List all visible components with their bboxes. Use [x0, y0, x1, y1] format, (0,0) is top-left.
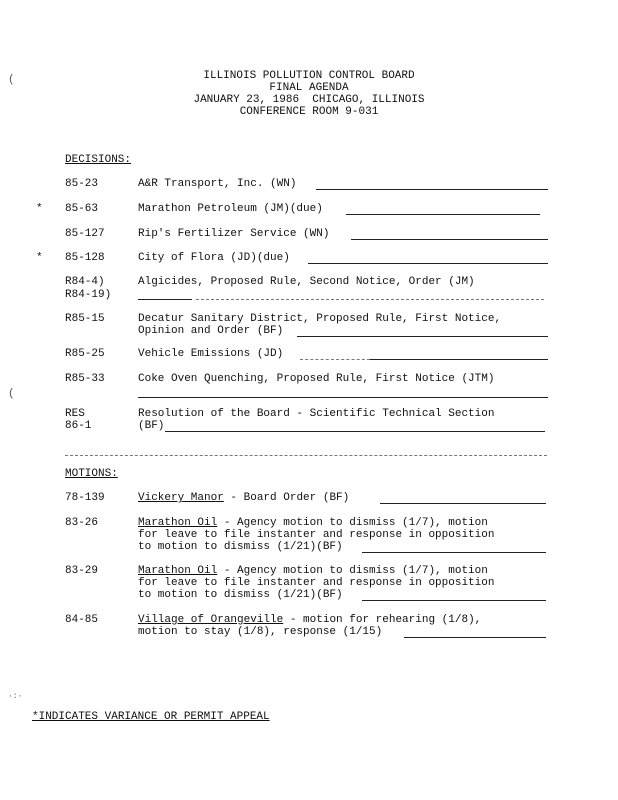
- decision-text: City of Flora (JD)(due): [138, 252, 290, 264]
- decision-text: Vehicle Emissions (JD): [138, 348, 284, 360]
- decision-text: Rip's Fertilizer Service (WN): [138, 228, 330, 240]
- decision-text: Resolution of the Board - Scientific Technical Section: [138, 408, 495, 420]
- signature-line: [380, 503, 546, 504]
- variance-star: *: [36, 203, 43, 215]
- signature-line-faint: [300, 359, 370, 360]
- motion-detail: - Board Order (BF): [223, 492, 350, 504]
- motion-number: 84-85: [65, 614, 99, 626]
- motion-detail: - Agency motion to dismiss (1/7), motion: [217, 517, 488, 529]
- decision-number: 85-63: [65, 203, 99, 215]
- motion-text-2: motion to stay (1/8), response (1/15): [138, 626, 383, 638]
- motion-title: Vickery Manor: [138, 492, 224, 504]
- meeting-date-location: JANUARY 23, 1986 CHICAGO, ILLINOIS: [193, 94, 425, 106]
- agenda-title: FINAL AGENDA: [269, 82, 349, 94]
- signature-line: [165, 431, 545, 432]
- decision-text: Marathon Petroleum (JM)(due): [138, 203, 323, 215]
- scan-margin-mark: ·:·: [8, 692, 23, 701]
- decision-text: A&R Transport, Inc. (WN): [138, 178, 297, 190]
- signature-line-faint: [196, 299, 544, 300]
- signature-line: [308, 263, 548, 264]
- decision-number-2: 86-1: [65, 420, 92, 432]
- decision-number: RES: [65, 408, 85, 420]
- motion-text: [138, 492, 349, 505]
- signature-line: [404, 637, 546, 638]
- signature-line: [351, 239, 548, 240]
- signature-line: [138, 299, 192, 300]
- motion-text-2: for leave to file instanter and response in opposition: [138, 529, 495, 541]
- motion-title: Village of Orangeville: [138, 614, 284, 626]
- motion-text-2: for leave to file instanter and response in opposition: [138, 577, 495, 589]
- decision-text-2: (BF): [138, 420, 165, 432]
- motion-detail: - motion for rehearing (1/8),: [283, 614, 482, 626]
- decision-number: R85-25: [65, 348, 105, 360]
- decision-text: Algicides, Proposed Rule, Second Notice, Order (JM): [138, 276, 475, 288]
- motions-heading: MOTIONS:: [65, 468, 118, 480]
- decision-number: R84-4): [65, 276, 105, 288]
- decision-text-2: Opinion and Order (BF): [138, 325, 284, 337]
- board-title: ILLINOIS POLLUTION CONTROL BOARD: [203, 70, 415, 82]
- decisions-heading: DECISIONS:: [65, 154, 132, 166]
- signature-line: [370, 359, 548, 360]
- decision-text: Decatur Sanitary District, Proposed Rule, First Notice,: [138, 313, 502, 325]
- signature-line: [346, 214, 540, 215]
- decision-number: 85-128: [65, 252, 105, 264]
- decision-text: Coke Oven Quenching, Proposed Rule, First Notice (JTM): [138, 373, 495, 385]
- section-separator: [65, 455, 547, 456]
- decision-number: 85-127: [65, 228, 105, 240]
- scan-margin-mark: (: [8, 388, 15, 400]
- motion-number: 78-139: [65, 492, 105, 504]
- motion-number: 83-29: [65, 565, 99, 577]
- decision-number-2: R84-19): [65, 289, 112, 301]
- scan-margin-mark: (: [8, 74, 15, 86]
- motion-title: Marathon Oil: [138, 565, 218, 577]
- signature-line: [362, 600, 546, 601]
- signature-line: [316, 189, 548, 190]
- signature-line: [138, 397, 548, 398]
- footnote-variance: *INDICATES VARIANCE OR PERMIT APPEAL: [32, 711, 270, 723]
- motion-text-3: to motion to dismiss (1/21)(BF): [138, 589, 343, 601]
- motion-detail: - Agency motion to dismiss (1/7), motion: [217, 565, 488, 577]
- motion-text-3: to motion to dismiss (1/21)(BF): [138, 541, 343, 553]
- signature-line: [362, 552, 546, 553]
- decision-number: 85-23: [65, 178, 99, 190]
- decision-number: R85-33: [65, 373, 105, 385]
- motion-number: 83-26: [65, 517, 99, 529]
- signature-line: [297, 336, 548, 337]
- decision-number: R85-15: [65, 313, 105, 325]
- motion-title: Marathon Oil: [138, 517, 218, 529]
- meeting-room: CONFERENCE ROOM 9-031: [239, 106, 379, 118]
- variance-star: *: [36, 252, 43, 264]
